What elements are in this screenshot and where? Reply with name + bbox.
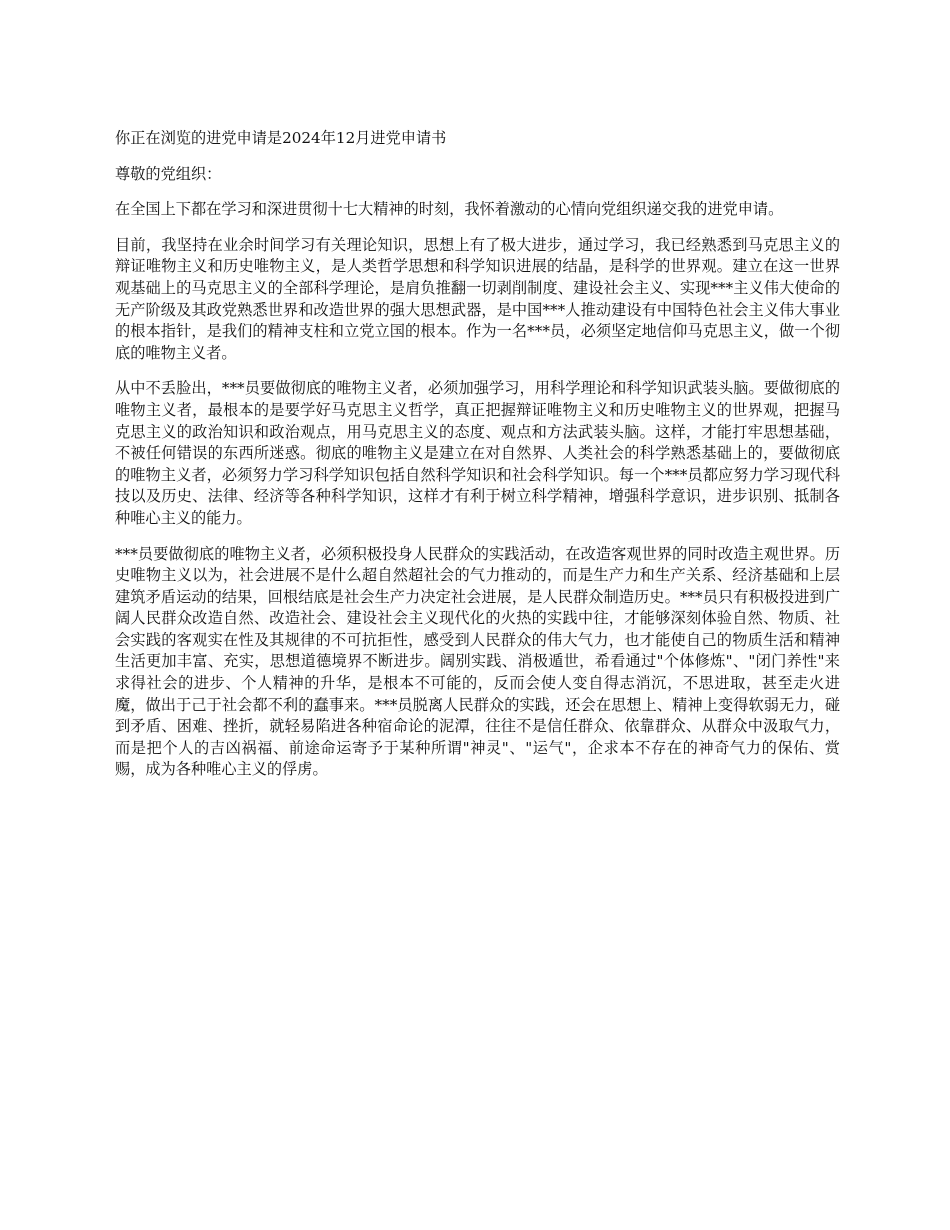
paragraph-study: 从中不丢脸出，***员要做彻底的唯物主义者，必须加强学习，用科学理论和科学知识武装头脑。要做彻底的唯物主义者，最根本的是要学好马克思主义哲学，真正把握辩证唯物主义和历史唯物主义的世界观，把握马克思主义的政治知识和政治观点，用马克思主义的态度、观点和方法武装头脑。这样，才能打牢思想基础，不被任何错误的东西所迷惑。彻底的唯物主义是建立在对自然界、人类社会的科学熟悉基础上的，要做彻底的唯物主义者，必须努力学习科学知识包括自然科学知识和社会科学知识。每一个***员都应努力学习现代科技以及历史、法律、经济等各种科学知识，这样才有利于树立科学精神，增强科学意识，进步识别、抵制各种唯心主义的能力。 [115, 379, 840, 527]
document-heading: 你正在浏览的进党申请是2024年12月进党申请书 [115, 129, 447, 147]
paragraph-practice: ***员要做彻底的唯物主义者，必须积极投身人民群众的实践活动，在改造客观世界的同时改造主观世界。历史唯物主义以为，社会进展不是什么超自然超社会的气力推动的，而是生产力和生产关系、经济基础和上层建筑矛盾运动的结果，回根结底是社会生产力决定社会进展，是人民群众制造历史。***员只有积极投进到广阔人民群众改造自然、改造社会、建设社会主义现代化的火热的实践中往，才能够深刻体验自然、物质、社会实践的客观实在性及其规律的不可抗拒性，感受到人民群众的伟大气力，也才能使自己的物质生活和精神生活更加丰富、充实，思想道德境界不断进步。阔别实践、消极遁世，希看通过"个体修炼"、"闭门养性"来求得社会的进步、个人精神的升华，是根本不可能的，反而会使人变自得志消沉，不思进取，甚至走火进魔，做出于己于社会都不利的蠢事来。***员脱离人民群众的实践，还会在思想上、精神上变得软弱无力，碰到矛盾、困难、挫折，就轻易陷进各种宿命论的泥潭，往往不是信任群众、依靠群众、从群众中汲取气力，而是把个人的吉凶祸福、前途命运寄予于某种所谓"神灵"、"运气"，企求本不存在的神奇气力的保佑、赏赐，成为各种唯心主义的俘虏。 [115, 544, 840, 779]
paragraph-theory: 目前，我坚持在业余时间学习有关理论知识，思想上有了极大进步，通过学习，我已经熟悉到马克思主义的辩证唯物主义和历史唯物主义，是人类哲学思想和科学知识进展的结晶，是科学的世界观。建立在这一世界观基础上的马克思主义的全部科学理论，是肩负推翻一切剥削制度、建设社会主义、实现***主义伟大使命的无产阶级及其政党熟悉世界和改造世界的强大思想武器，是中国***人推动建设有中国特色社会主义伟大事业的根本指针，是我们的精神支柱和立党立国的根本。作为一名***员，必须坚定地信仰马克思主义，做一个彻底的唯物主义者。 [115, 235, 840, 362]
salutation: 尊敬的党组织： [115, 164, 222, 183]
document-body [115, 128, 840, 795]
paragraph-intro: 在全国上下都在学习和深进贯彻十七大精神的时刻，我怀着激动的心情向党组织递交我的进党申请。 [115, 200, 784, 219]
